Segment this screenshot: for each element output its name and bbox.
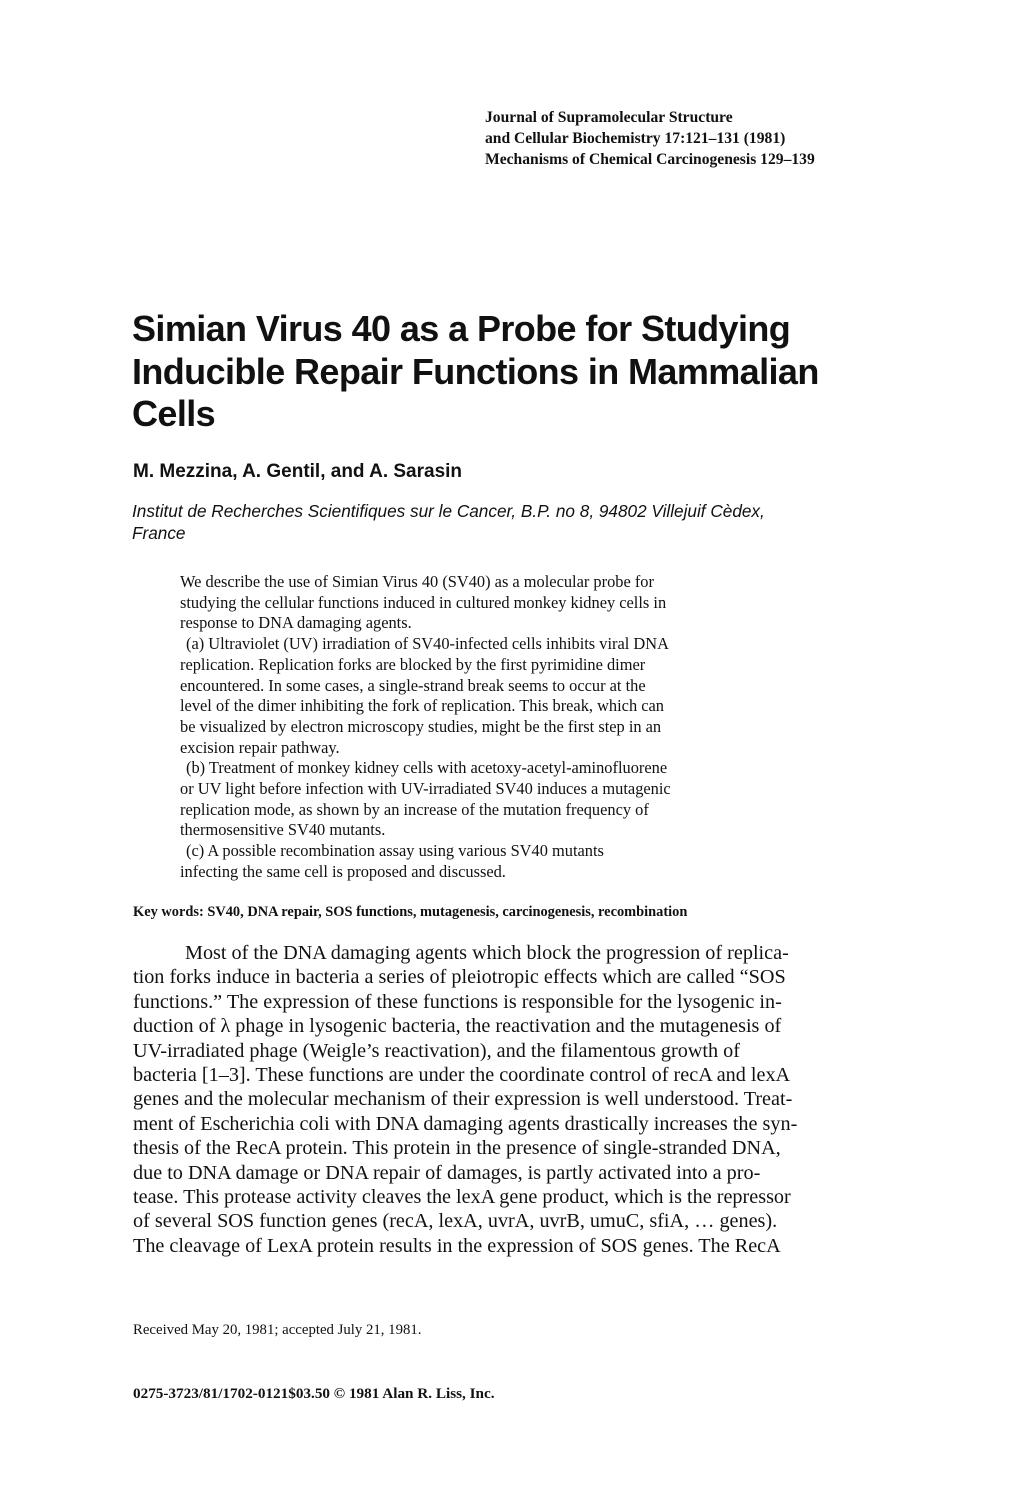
received-date: Received May 20, 1981; accepted July 21, 1981. — [133, 1322, 422, 1338]
abstract-line: We describe the use of Simian Virus 40 (SV40) as a molecular probe for — [180, 572, 654, 591]
body-line: bacteria [1–3]. These functions are under the coordinate control of recA and lexA — [133, 1064, 791, 1087]
journal-line: and Cellular Biochemistry 17:121–131 (1981) — [485, 130, 786, 147]
abstract-line: (b) Treatment of monkey kidney cells with acetoxy-acetyl-aminofluorene — [186, 758, 668, 778]
abstract — [180, 572, 820, 883]
body-line: The cleavage of LexA protein results in the expression of SOS genes. The RecA — [133, 1234, 781, 1257]
affiliation-line: Institut de Recherches Scientifiques sur le Cancer, B.P. no 8, 94802 Villejuif Cèdex, — [132, 501, 765, 521]
article-title — [132, 308, 912, 436]
journal-line: Mechanisms of Chemical Carcinogenesis 129–139 — [485, 151, 815, 168]
body-line: duction of λ phage in lysogenic bacteria, the reactivation and the mutagenesis of — [133, 1015, 782, 1038]
body-text — [133, 941, 893, 1258]
title-line: Cells — [132, 393, 216, 434]
abstract-line: or UV light before infection with UV-irradiated SV40 induces a mutagenic — [180, 779, 671, 799]
abstract-line: studying the cellular functions induced in cultured monkey kidney cells in — [180, 592, 667, 612]
abstract-line: excision repair pathway. — [180, 737, 340, 757]
body-line: of several SOS function genes (recA, lexA, uvrA, uvrB, umuC, sfiA, … genes). — [133, 1210, 778, 1233]
journal-citation — [485, 107, 815, 170]
abstract-line: replication mode, as shown by an increase of the mutation frequency of — [180, 799, 649, 819]
abstract-line: level of the dimer inhibiting the fork of replication. This break, which can — [180, 696, 664, 716]
keywords: Key words: SV40, DNA repair, SOS functions, mutagenesis, carcinogenesis, recombination — [133, 904, 688, 920]
abstract-line: replication. Replication forks are blocked by the first pyrimidine dimer — [180, 654, 646, 674]
abstract-line: encountered. In some cases, a single-strand break seems to occur at the — [180, 675, 646, 695]
abstract-line: infecting the same cell is proposed and discussed. — [180, 861, 506, 881]
body-line: genes and the molecular mechanism of their expression is well understood. Treat- — [133, 1088, 793, 1111]
title-line: Simian Virus 40 as a Probe for Studying — [132, 308, 791, 349]
affiliation-line: France — [132, 523, 186, 543]
affiliation — [132, 500, 912, 544]
abstract-line: (a) Ultraviolet (UV) irradiation of SV40-infected cells inhibits viral DNA — [186, 634, 669, 654]
body-line: tion forks induce in bacteria a series of pleiotropic effects which are called “SOS — [133, 966, 786, 989]
body-line: tease. This protease activity cleaves the lexA gene product, which is the repressor — [133, 1186, 791, 1209]
copyright-line: 0275-3723/81/1702-0121$03.50 © 1981 Alan R. Liss, Inc. — [133, 1385, 495, 1402]
body-line: ment of Escherichia coli with DNA damaging agents drastically increases the syn- — [133, 1112, 798, 1135]
body-line: UV-irradiated phage (Weigle’s reactivation), and the filamentous growth of — [133, 1039, 740, 1062]
abstract-line: be visualized by electron microscopy studies, might be the first step in an — [180, 716, 662, 736]
journal-line: Journal of Supramolecular Structure — [485, 109, 733, 126]
body-line: functions.” The expression of these functions is responsible for the lysogenic in- — [133, 990, 782, 1013]
abstract-line: response to DNA damaging agents. — [180, 613, 412, 633]
author-list: M. Mezzina, A. Gentil, and A. Sarasin — [133, 461, 463, 482]
abstract-line: thermosensitive SV40 mutants. — [180, 820, 386, 840]
abstract-line: (c) A possible recombination assay using various SV40 mutants — [186, 841, 604, 861]
body-line: thesis of the RecA protein. This protein in the presence of single-stranded DNA, — [133, 1137, 781, 1160]
body-line: Most of the DNA damaging agents which block the progression of replica- — [185, 942, 789, 964]
body-line: due to DNA damage or DNA repair of damages, is partly activated into a pro- — [133, 1161, 761, 1184]
title-line: Inducible Repair Functions in Mammalian — [132, 350, 819, 392]
